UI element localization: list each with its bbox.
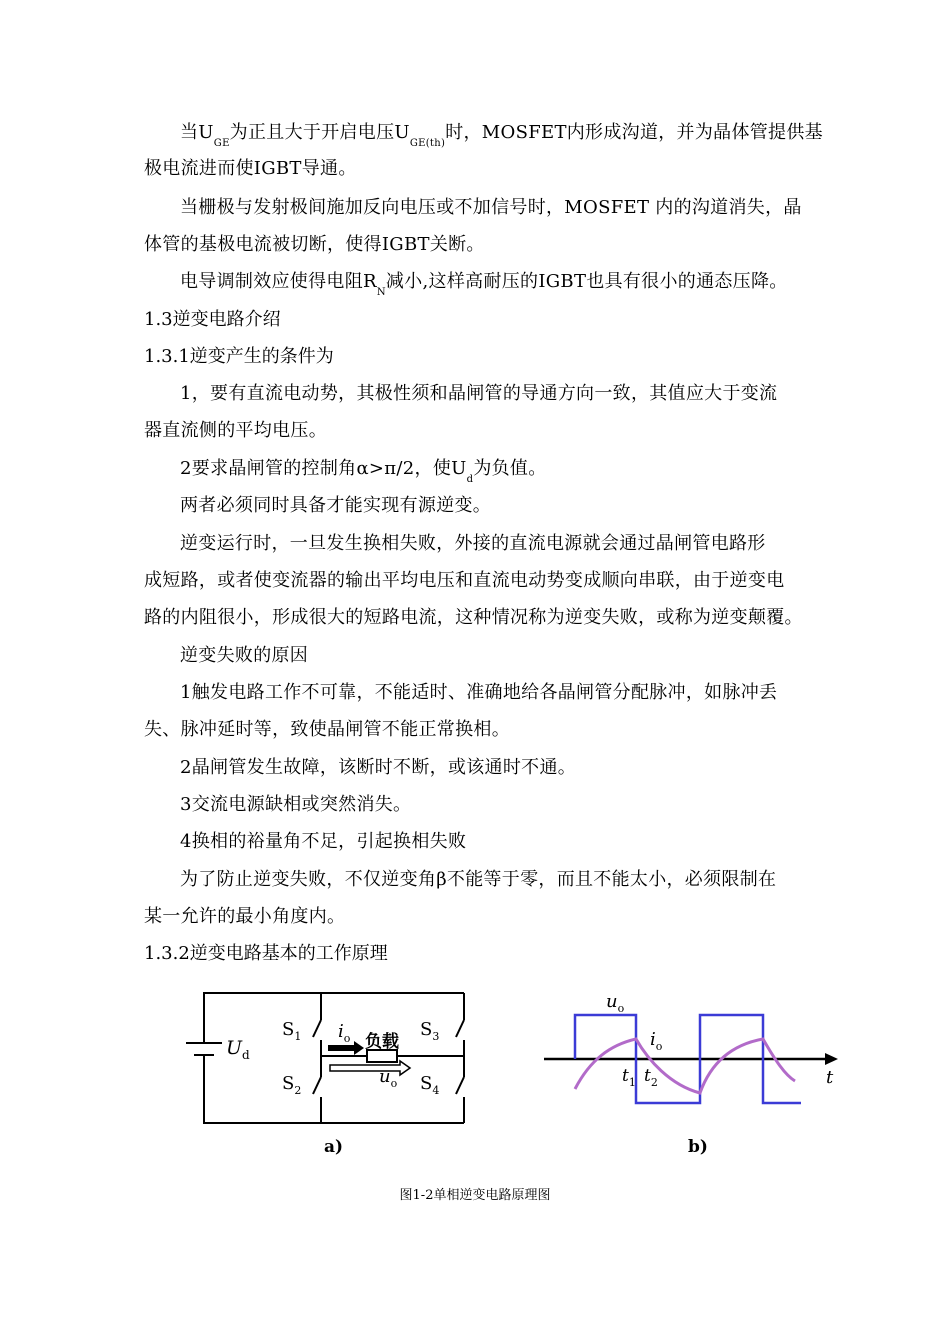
text: 电导调制效应使得电阻R <box>180 271 377 292</box>
reason-3: 3交流电源缺相或突然消失。 <box>180 794 412 815</box>
t2-label: $t_2$ <box>644 1066 658 1089</box>
figure-caption: 图1-2单相逆变电路原理图 <box>399 1188 551 1203</box>
text: 减小,这样高耐压的IGBT也具有很小的通态压降。 <box>385 271 788 292</box>
paragraph-igbt-off: 当栅极与发射极间施加反向电压或不加信号时，MOSFET 内的沟道消失，晶 <box>180 197 802 218</box>
reason-2: 2晶闸管发生故障，该断时不断，或该通时不通。 <box>180 757 577 778</box>
text: 为负值。 <box>473 458 547 479</box>
paragraph-line: 极电流进而使IGBT导通。 <box>144 158 357 179</box>
t1-label: $t_1$ <box>622 1066 636 1089</box>
subscript: GE <box>213 138 230 149</box>
failure-reasons-title: 逆变失败的原因 <box>180 645 309 666</box>
subsection-heading: 1.3.2逆变电路基本的工作原理 <box>144 943 388 964</box>
waveform-plot <box>544 1015 838 1103</box>
t-axis-label: t <box>826 1067 834 1088</box>
paragraph-igbt-on <box>144 115 844 154</box>
uo-axis-label: $u_o$ <box>606 991 625 1015</box>
s3-label: $S_3$ <box>420 1019 440 1043</box>
ud-label: $U_d$ <box>226 1037 250 1062</box>
voltage-arrow <box>330 1061 410 1075</box>
uo-label: $u_o$ <box>379 1066 398 1090</box>
s2-label: $S_2$ <box>282 1073 302 1097</box>
load-label: 负载 <box>365 1032 399 1052</box>
io-axis-label: $i_o$ <box>650 1029 663 1053</box>
paragraph-conductivity <box>144 264 844 303</box>
figure-b-label: b) <box>688 1137 708 1157</box>
condition-1: 1，要有直流电动势，其极性须和晶闸管的导通方向一致，其值应大于变流 <box>180 383 778 404</box>
subsection-heading: 1.3.1逆变产生的条件为 <box>144 346 334 367</box>
prevention: 为了防止逆变失败，不仅逆变角β不能等于零，而且不能太小，必须限制在 <box>180 869 777 890</box>
s4-label: $S_4$ <box>420 1073 440 1097</box>
figure-a-label: a) <box>324 1137 344 1157</box>
inverter-figure <box>170 985 840 1160</box>
paragraph-line: 某一允许的最小角度内。 <box>144 906 346 927</box>
text: 时，MOSFET内形成沟道，并为晶体管提供基 <box>445 122 823 143</box>
io-label: $i_o$ <box>338 1021 351 1045</box>
paragraph-line: 体管的基极电流被切断，使得IGBT关断。 <box>144 234 485 255</box>
both-required: 两者必须同时具备才能实现有源逆变。 <box>180 495 492 516</box>
s1-label: $S_1$ <box>282 1019 302 1043</box>
paragraph-line: 成短路，或者使变流器的输出平均电压和直流电动势变成顺向串联，由于逆变电 <box>144 570 785 591</box>
text: 为正且大于开启电压U <box>229 122 410 143</box>
reason-4: 4换相的裕量角不足，引起换相失败 <box>180 831 467 852</box>
section-heading: 1.3逆变电路介绍 <box>144 309 281 330</box>
paragraph-line: 器直流侧的平均电压。 <box>144 420 327 441</box>
inversion-failure: 逆变运行时，一旦发生换相失败，外接的直流电源就会通过晶闸管电路形 <box>180 533 766 554</box>
subscript: d <box>466 474 474 485</box>
condition-2 <box>144 451 844 490</box>
paragraph-line: 失、脉冲延时等，致使晶闸管不能正常换相。 <box>144 719 510 740</box>
paragraph-line: 路的内阻很小，形成很大的短路电流，这种情况称为逆变失败，或称为逆变颠覆。 <box>144 607 803 628</box>
text: 当U <box>180 122 214 143</box>
figure-svg <box>170 985 840 1160</box>
subscript: N <box>376 287 386 298</box>
subscript: GE(th) <box>409 138 446 149</box>
reason-1: 1触发电路工作不可靠，不能适时、准确地给各晶闸管分配脉冲，如脉冲丢 <box>180 682 778 703</box>
text: 2要求晶闸管的控制角α>π/2，使U <box>180 458 467 479</box>
